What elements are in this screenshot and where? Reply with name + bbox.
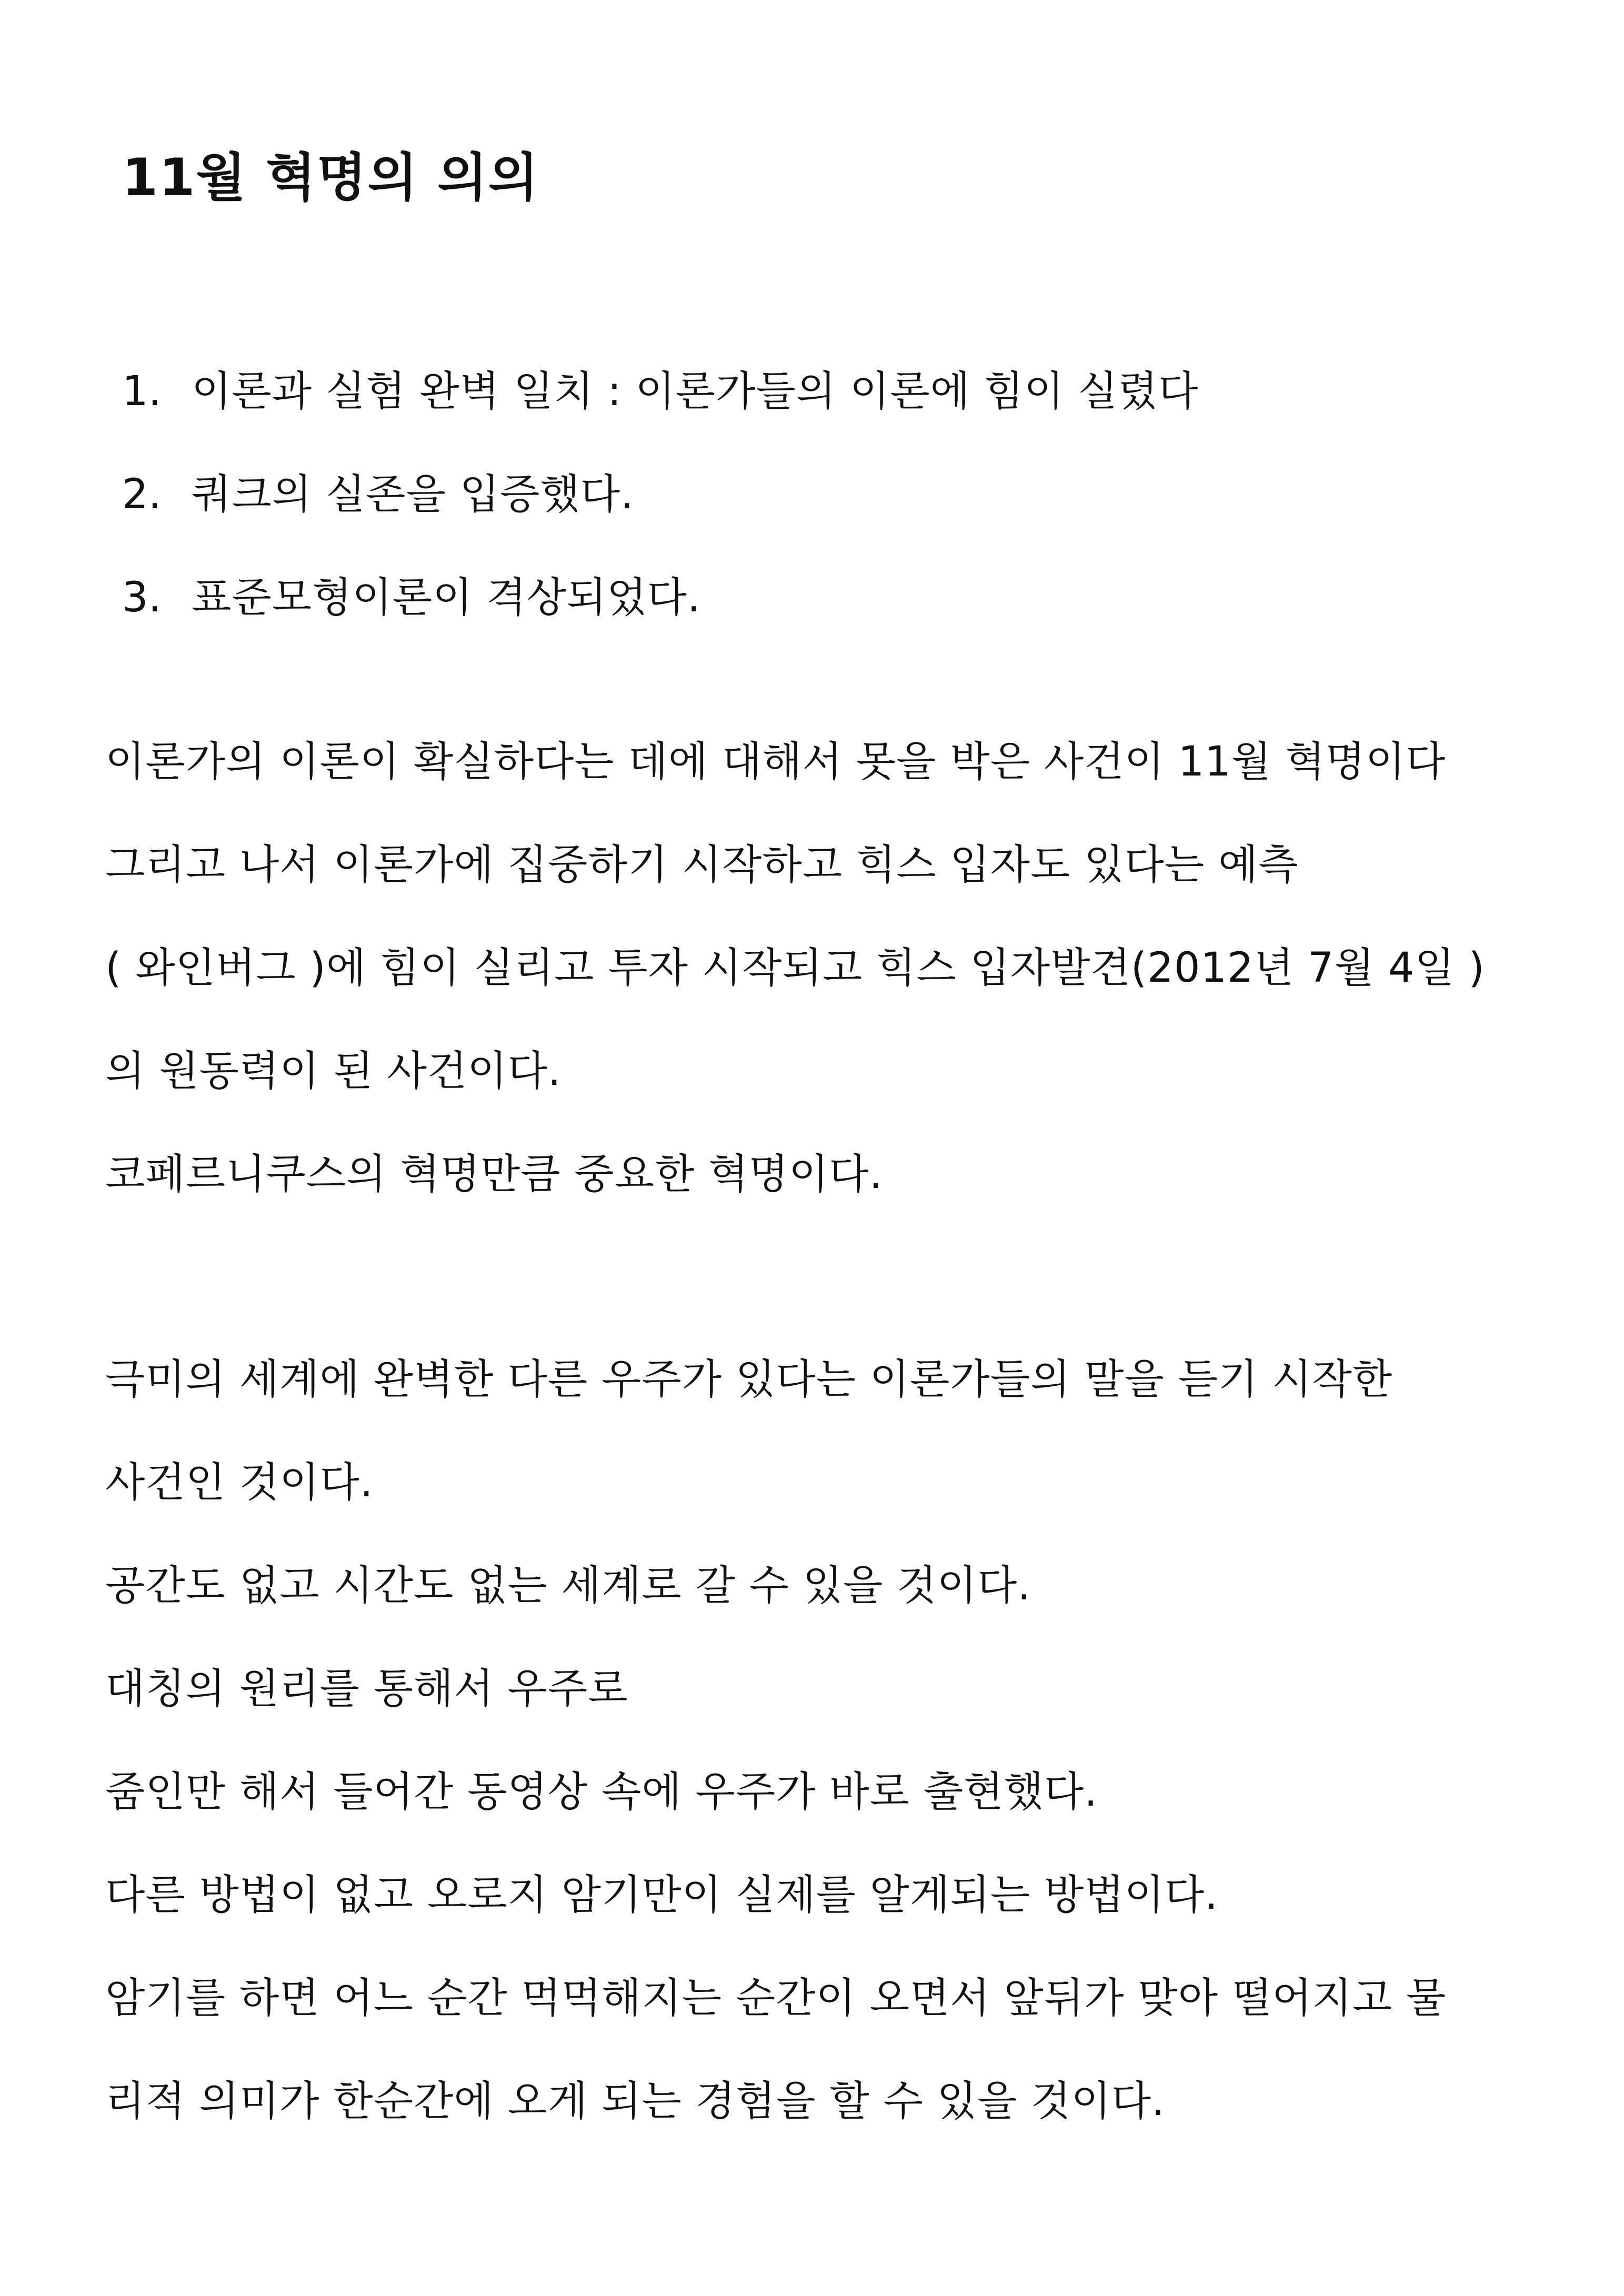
- paragraph-line: ( 와인버그 )에 힘이 실리고 투자 시작되고 힉스 입자발견(2012년 7월 4일 ): [105, 944, 1485, 992]
- list-item-1: [122, 360, 1198, 423]
- paragraph-line: 사건인 것이다.: [105, 1459, 374, 1506]
- paragraph-line: 다른 방법이 없고 오로지 암기만이 실제를 알게되는 방법이다.: [105, 1871, 1219, 1919]
- list-item-2: [122, 463, 634, 526]
- paragraph-line: 줌인만 해서 들어간 동영상 속에 우주가 바로 출현했다.: [105, 1768, 1098, 1816]
- list-number: 1.: [122, 368, 162, 415]
- list-text: 표준모형이론이 격상되었다.: [192, 574, 701, 621]
- document-title: 11월 혁명의 의의: [122, 148, 539, 208]
- paragraph-line: 암기를 하면 어느 순간 먹먹해지는 순간이 오면서 앞뒤가 맞아 떨어지고 물: [105, 1975, 1447, 2022]
- list-number: 2.: [122, 471, 162, 518]
- paragraph-line: 의 원동력이 된 사건이다.: [105, 1048, 562, 1095]
- paragraph-line: 극미의 세계에 완벽한 다른 우주가 있다는 이론가들의 말을 듣기 시작한: [105, 1356, 1393, 1403]
- paragraph-line: 리적 의미가 한순간에 오게 되는 경험을 할 수 있을 것이다.: [105, 2078, 1165, 2125]
- list-text: 쿼크의 실존을 입증했다.: [192, 471, 634, 518]
- paragraph-line: 공간도 없고 시간도 없는 세계로 갈 수 있을 것이다.: [105, 1562, 1031, 1609]
- paragraph-line: 이론가의 이론이 확실하다는 데에 대해서 못을 박은 사건이 11월 혁명이다: [105, 738, 1446, 786]
- list-item-3: [122, 566, 701, 629]
- list-text: 이론과 실험 완벽 일치 : 이론가들의 이론에 힘이 실렸다: [192, 368, 1199, 415]
- paragraph-line: 대칭의 원리를 통해서 우주로: [105, 1665, 628, 1713]
- paragraph-line: 코페르니쿠스의 혁명만큼 중요한 혁명이다.: [105, 1151, 883, 1198]
- list-number: 3.: [122, 574, 162, 621]
- paragraph-line: 그리고 나서 이론가에 집중하기 시작하고 힉스 입자도 있다는 예측: [105, 841, 1299, 889]
